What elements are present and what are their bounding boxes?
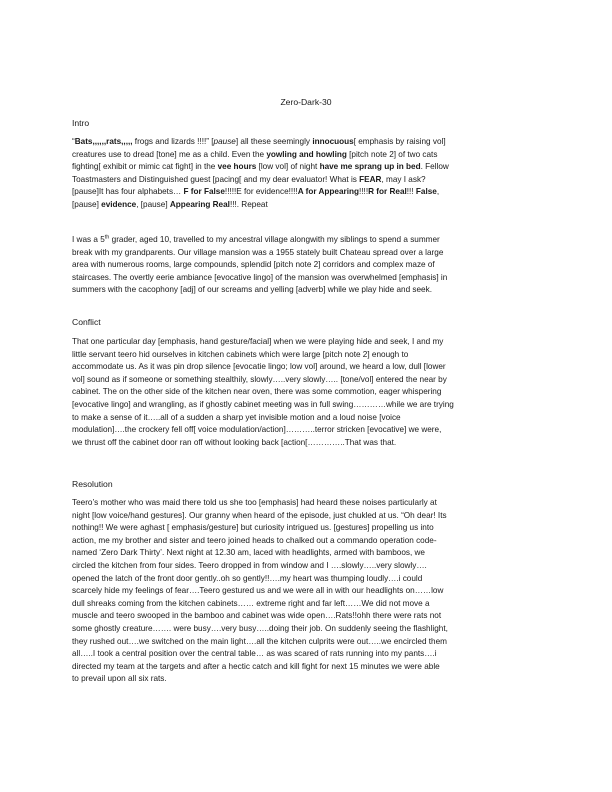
text-line: scarcely hide my feelings of fear….Teero gestured us and we were all in with our headlights on……low (72, 586, 444, 596)
conflict-paragraph (72, 336, 542, 449)
text-line: muscle and teero swooped in the bamboo and cabinet was wide open….Rats!!ohh there were rats not (72, 611, 442, 621)
text-line: summers with the cacophony [adj] of our screams and yelling [adverb] while we play hide and seek. (72, 285, 432, 295)
resolution-paragraph (72, 497, 542, 686)
text-line: staircases. The overtly eerie ambiance [evocative lingo] of the mansion was overwhelmed [emphasis] in (72, 272, 448, 282)
text-line: modulation]….the crockery fell off[ voice modulation/action]………..terror stricken [evocative] we were, (72, 425, 442, 435)
text-line: action, me my brother and sister and teero joined heads to chalked out a commando operation code- (72, 535, 437, 545)
text-line: to prevail upon all six rats. (72, 674, 167, 684)
intro-paragraph-1 (72, 136, 542, 212)
text-line: night [low voice/hand gestures]. Our granny when heard of the episode, just chukled at us. “Oh dear! Its (72, 510, 447, 520)
text-line: [pause] evidence, [pause] Appearing Real!!!. Repeat (72, 199, 268, 209)
text-line: That one particular day [emphasis, hand gesture/facial] when we were playing hide and seek, I and my (72, 337, 444, 346)
text-line: dull shreaks coming from the kitchen cabinets…… extreme right and far left……We did not move a (72, 598, 430, 608)
text-line: to make a sense of it…..all of a sudden a sharp yet invisible motion and a loud noise [voice (72, 412, 401, 422)
document-title: Zero-Dark-30 (280, 97, 332, 107)
text-line: Teero’s mother who was maid there told us she too [emphasis] had heard these noises particularly at (72, 498, 437, 507)
text-line: area with numerous rooms, large compounds, splendid [pitch note 2] corridors and complex maze of (72, 260, 435, 270)
text-line: fighting[ exhibit or mimic cat fight] in the vee hours [low vol] of night have me sprang up in bed. Fellow (72, 162, 449, 172)
text-line: [pause]It has four alphabets… F for False!!!!!E for evidence!!!!A for Appearing!!!!R for Real!!! False, (72, 187, 440, 197)
text-line: “Bats,,,,,,rats,,,,, frogs and lizards !!!!” [pause] all these seemingly innocuous[ emphasis by raising vol] (72, 137, 446, 146)
text-line: accommodate us. As it was pin drop silence [evocatie lingo; low vol] around, we heard a low, dull [lower (72, 362, 446, 372)
section-heading-resolution: Resolution (72, 479, 113, 489)
section-heading-intro: Intro (72, 118, 90, 128)
text-line: [evocative lingo] and wrangling, as if ghostly cabinet meeting was in full swing…………while we are trying (72, 399, 454, 409)
text-line: creatures use to dread [tone] me as a child. Even the yowling and howling [pitch note 2] of two cats (72, 149, 438, 159)
text-line: they rushed out….we switched on the main light….all the kitchen culprits were out…..we encircled them (72, 636, 447, 646)
text-line: vol] sound as if someone or something stealthily, slowly…..very slowly….. [tone/vol] entered the near by (72, 374, 447, 384)
text-line: nothing!! We were aghast [ emphasis/gesture] but curiosity intrigued us. [gestures] propelling us into (72, 523, 434, 533)
text-line: I was a 5th grader, aged 10, travelled to my ancestral village alongwith my siblings to spend a summer (72, 234, 440, 244)
text-line: all…..I took a central position over the central table… as was scared of rats running into my pants….i (72, 649, 437, 659)
text-line: named ‘Zero Dark Thirty’. Next night at 12.30 am, laced with headlights, armed with bamboos, we (72, 548, 425, 558)
section-heading-conflict: Conflict (72, 317, 101, 327)
text-line: directed my team at the targets and after a hectic catch and kill fight for next 15 minutes we were able (72, 661, 440, 671)
text-line: some ghostly creature……. were busy….very busy…..doing their job. On suddenly seeing the flashlight, (72, 623, 448, 633)
text-line: Toastmasters and Distinguished guest [pacing[ and my dear evaluator! What is FEAR, may I ask? (72, 174, 426, 184)
text-line: circled the kitchen from four sides. Teero dropped in from window and I ….slowly…..very slowly…. (72, 560, 427, 570)
text-line: cabinet. The on the other side of the kitchen near oven, there was some commotion, eager whispering (72, 387, 442, 397)
text-line: opened the latch of the front door gently..oh so gently!!….my heart was thumping loudly….i could (72, 573, 423, 583)
text-line: break with my grandparents. Our village mansion was a 1955 stately built Chateau spread over a large (72, 247, 444, 257)
text-line: we thrust off the cabinet door ran off without looking back [action[…………..That was that. (72, 437, 397, 447)
text-line: little servant teero hid ourselves in kitchen cabinets which were large [pitch note 2] enough to (72, 349, 409, 359)
intro-paragraph-2 (72, 234, 542, 297)
